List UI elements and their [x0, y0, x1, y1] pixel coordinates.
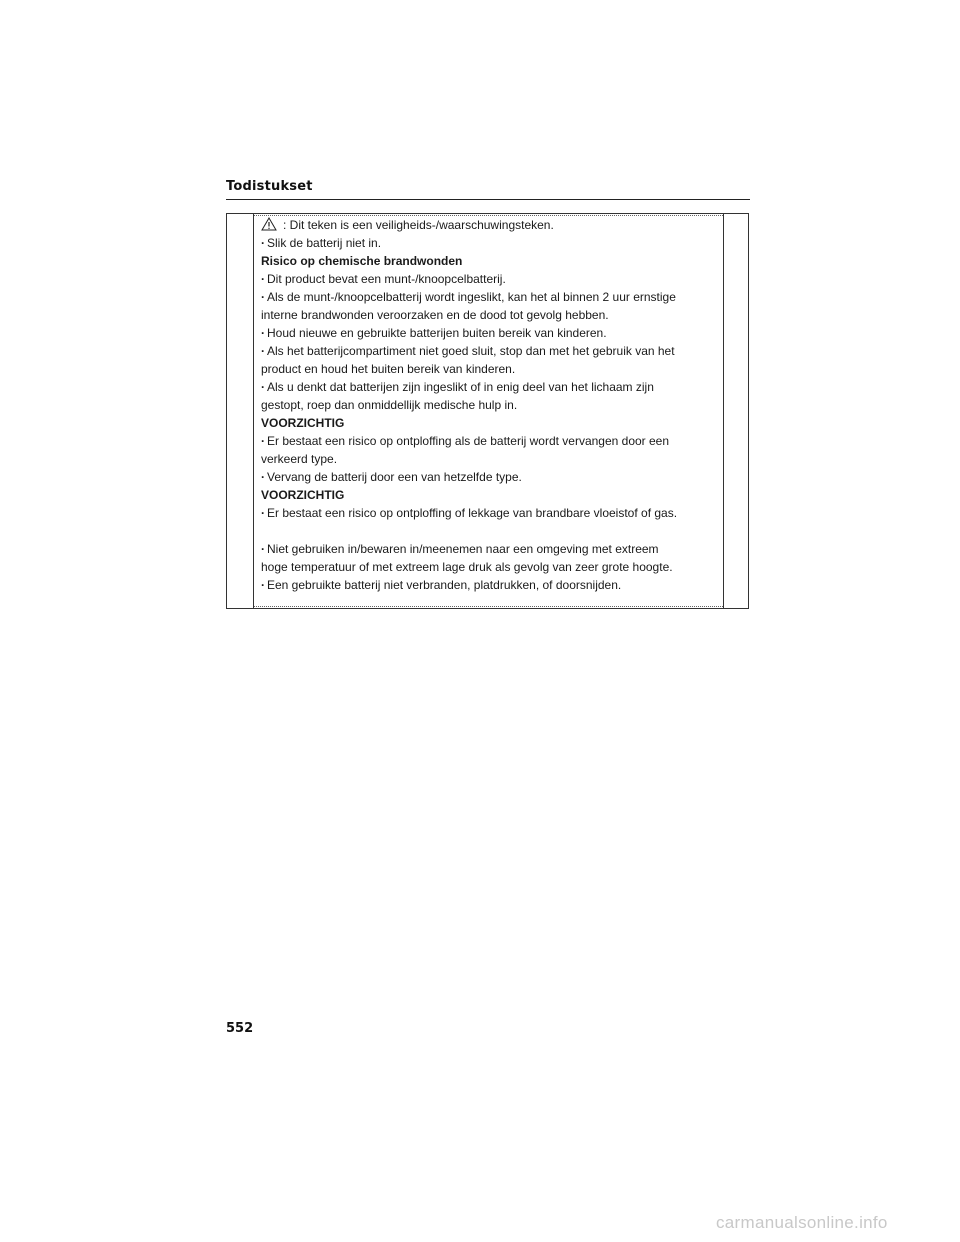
heading-line: Risico op chemische brandwonden [261, 254, 463, 268]
text-line: · Er bestaat een risico op ontploffing als de batterij wordt vervangen door een [261, 432, 721, 450]
heading-line: VOORZICHTIG [261, 416, 345, 430]
text-line: · Als u denkt dat batterijen zijn ingeslikt of in enig deel van het lichaam zijn [261, 378, 721, 396]
text-line: verkeerd type. [261, 452, 338, 466]
warning-triangle-icon [261, 217, 277, 231]
text-line: product en houd het buiten bereik van kinderen. [261, 362, 516, 376]
text-line: gestopt, roep dan onmiddellijk medische hulp in. [261, 398, 518, 412]
blank-line [261, 522, 721, 540]
warning-content [261, 216, 721, 594]
warning-symbol-line [261, 216, 721, 234]
page-number: 552 [226, 1021, 254, 1036]
watermark-text: carmanualsonline.info [716, 1213, 888, 1232]
text-line: · Als de munt-/knoopcelbatterij wordt ingeslikt, kan het al binnen 2 uur ernstige [261, 288, 721, 306]
text-line: · Niet gebruiken in/bewaren in/meenemen naar een omgeving met extreem [261, 540, 721, 558]
text-line: · Vervang de batterij door een van hetzelfde type. [261, 468, 721, 486]
text-line: · Houd nieuwe en gebruikte batterijen buiten bereik van kinderen. [261, 324, 721, 342]
text-line: interne brandwonden veroorzaken en de dood tot gevolg hebben. [261, 308, 609, 322]
text-line: · Dit product bevat een munt-/knoopcelbatterij. [261, 270, 721, 288]
table-left-divider [253, 214, 254, 608]
warning-lines [261, 234, 721, 594]
warning-symbol-text: : Dit teken is een veiligheids-/waarschuwingsteken. [283, 218, 554, 232]
text-line: · Slik de batterij niet in. [261, 234, 721, 252]
text-line: hoge temperatuur of met extreem lage druk als gevolg van zeer grote hoogte. [261, 560, 673, 574]
text-line: · Er bestaat een risico op ontploffing of lekkage van brandbare vloeistof of gas. [261, 504, 721, 522]
text-line: · Een gebruikte batterij niet verbranden, platdrukken, of doorsnijden. [261, 576, 721, 594]
section-title: Todistukset [226, 179, 313, 194]
heading-line: VOORZICHTIG [261, 488, 345, 502]
section-header [226, 179, 750, 200]
text-line: · Als het batterijcompartiment niet goed sluit, stop dan met het gebruik van het [261, 342, 721, 360]
table-inner-bottom-border [254, 606, 723, 607]
table-right-divider [723, 214, 724, 608]
